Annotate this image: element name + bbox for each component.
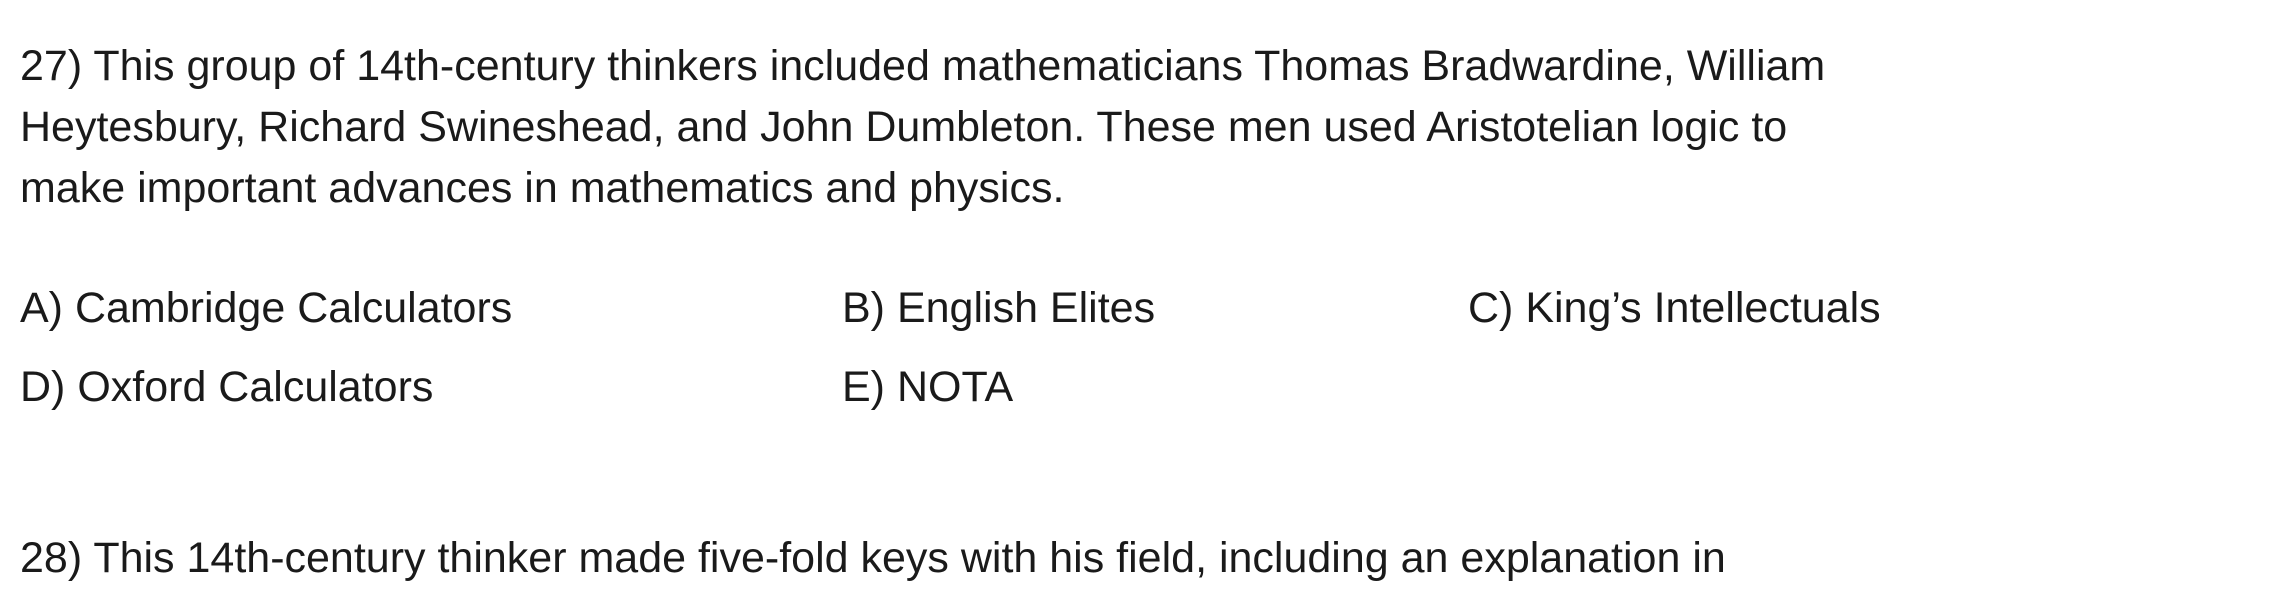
next-question-partial: 28) This 14th-century thinker made five-fold keys with his field, including an explanation in bbox=[20, 534, 1726, 582]
question-line-2: Heytesbury, Richard Swineshead, and John Dumbleton. These men used Aristotelian logic to bbox=[20, 103, 1788, 151]
question-line-3: make important advances in mathematics and physics. bbox=[20, 164, 1065, 212]
choice-c: C) King’s Intellectuals bbox=[1468, 284, 1881, 332]
choice-d: D) Oxford Calculators bbox=[20, 363, 434, 411]
choice-b: B) English Elites bbox=[842, 284, 1156, 332]
question-27-text bbox=[20, 36, 2020, 219]
choice-e: E) NOTA bbox=[842, 363, 1014, 411]
question-line-1: 27) This group of 14th-century thinkers included mathematicians Thomas Bradwardine, William bbox=[20, 42, 1826, 90]
choice-a: A) Cambridge Calculators bbox=[20, 284, 513, 332]
